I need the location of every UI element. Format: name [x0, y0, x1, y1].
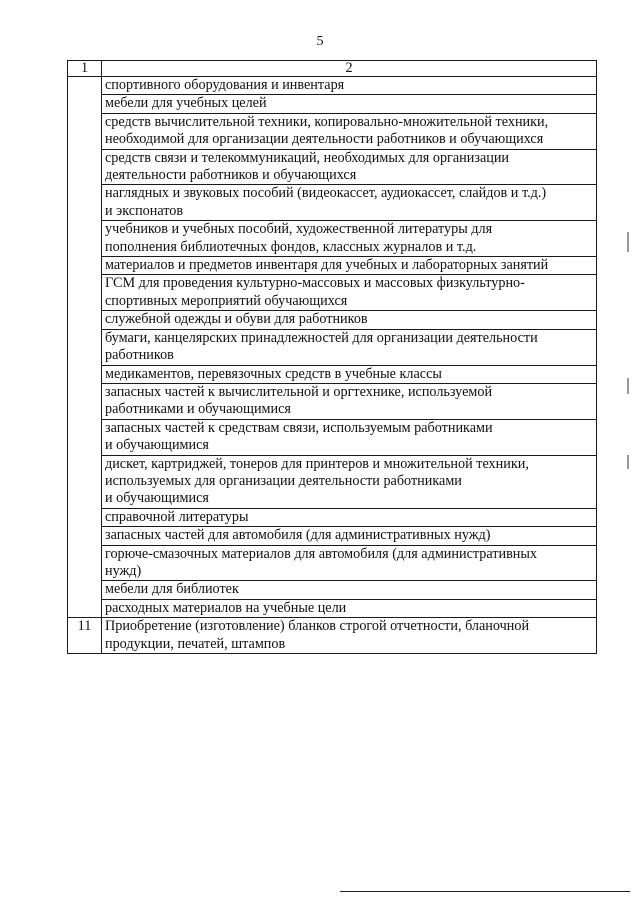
item-description-line: дискет, картриджей, тонеров для принтеров и множительной техники, [105, 455, 529, 472]
item-description-cell [102, 599, 597, 617]
table-row [68, 527, 597, 545]
header-cell-col1: 1 [68, 61, 102, 77]
table-row [68, 257, 597, 275]
item-description-line: запасных частей для автомобиля (для административных нужд) [105, 527, 491, 544]
item-description-line: расходных материалов на учебные цели [105, 599, 347, 616]
table-header-row [68, 61, 597, 77]
item-description-cell [102, 221, 597, 257]
item-description-line: медикаментов, перевязочных средств в учебные классы [105, 365, 442, 382]
item-description-line: средств вычислительной техники, копировально-множительной техники, [105, 113, 549, 130]
item-description-cell [102, 419, 597, 455]
item-description-line: деятельности работников и обучающихся [105, 167, 357, 184]
item-description-cell [102, 527, 597, 545]
item-description-line: справочной литературы [105, 508, 249, 525]
item-description-cell [102, 149, 597, 185]
row-number-cell: 11 [68, 618, 102, 654]
item-description-line: мебели для библиотек [105, 581, 239, 598]
header-cell-col2: 2 [102, 61, 597, 77]
table-row [68, 365, 597, 383]
item-description-cell [102, 275, 597, 311]
item-description-line: мебели для учебных целей [105, 95, 267, 112]
item-description-cell [102, 95, 597, 113]
item-description-line: спортивного оборудования и инвентаря [105, 77, 345, 93]
table-row [68, 545, 597, 581]
item-description-line: служебной одежды и обуви для работников [105, 311, 368, 328]
table-row [68, 185, 597, 221]
item-description-cell [102, 383, 597, 419]
table-row [68, 275, 597, 311]
item-description-line: горюче-смазочных материалов для автомобиля (для административных [105, 545, 537, 562]
item-description-cell [102, 311, 597, 329]
item-description-line: и обучающимися [105, 437, 209, 454]
scan-margin-mark [627, 232, 629, 252]
item-description-line: бумаги, канцелярских принадлежностей для организации деятельности [105, 329, 538, 346]
table-row [68, 221, 597, 257]
item-description-line: запасных частей к средствам связи, используемым работниками [105, 419, 493, 436]
table-row [68, 113, 597, 149]
scan-margin-mark [627, 378, 629, 394]
table-row [68, 95, 597, 113]
item-description-line: наглядных и звуковых пособий (видеокассет, аудиокассет, слайдов и т.д.) [105, 185, 547, 202]
item-description-line: и экспонатов [105, 202, 184, 219]
item-description-cell [102, 185, 597, 221]
item-description-cell [102, 508, 597, 526]
table-row [68, 599, 597, 617]
table-row [68, 581, 597, 599]
page-number: 5 [316, 34, 324, 49]
item-description-cell [102, 581, 597, 599]
item-description-line: ГСМ для проведения культурно-массовых и массовых физкультурно- [105, 275, 525, 292]
item-description-cell [102, 545, 597, 581]
item-description-cell [102, 365, 597, 383]
item-description-line: нужд) [105, 562, 142, 579]
table-row [68, 149, 597, 185]
item-description-line: учебников и учебных пособий, художественной литературы для [105, 221, 493, 238]
table-row [68, 508, 597, 526]
item-description-cell [102, 618, 597, 654]
item-description-cell [102, 77, 597, 95]
item-description-line: и обучающимися [105, 490, 209, 507]
table-row [68, 455, 597, 508]
item-description-line: работниками и обучающимися [105, 401, 291, 418]
expense-items-table [67, 60, 597, 654]
table-row [68, 311, 597, 329]
item-description-line: спортивных мероприятий обучающихся [105, 292, 348, 309]
bottom-rule [340, 891, 630, 892]
item-description-line: Приобретение (изготовление) бланков строгой отчетности, бланочной [105, 618, 530, 635]
scan-margin-mark [627, 455, 629, 469]
item-description-cell [102, 329, 597, 365]
row-number-cell-empty [68, 77, 102, 618]
item-description-line: средств связи и телекоммуникаций, необходимых для организации [105, 149, 510, 166]
item-description-line: пополнения библиотечных фондов, классных журналов и т.д. [105, 238, 477, 255]
table-row [68, 383, 597, 419]
item-description-cell [102, 257, 597, 275]
item-description-line: необходимой для организации деятельности работников и обучающихся [105, 131, 544, 148]
item-description-line: материалов и предметов инвентаря для учебных и лабораторных занятий [105, 257, 549, 274]
item-description-line: продукции, печатей, штампов [105, 635, 286, 652]
table-row [68, 329, 597, 365]
item-description-line: запасных частей к вычислительной и оргтехнике, используемой [105, 383, 493, 400]
table-row-11 [68, 618, 597, 654]
item-description-cell [102, 455, 597, 508]
item-description-line: используемых для организации деятельности работниками [105, 472, 462, 489]
item-description-line: работников [105, 347, 174, 364]
item-description-cell [102, 113, 597, 149]
table-row [68, 419, 597, 455]
table-row [68, 77, 597, 95]
